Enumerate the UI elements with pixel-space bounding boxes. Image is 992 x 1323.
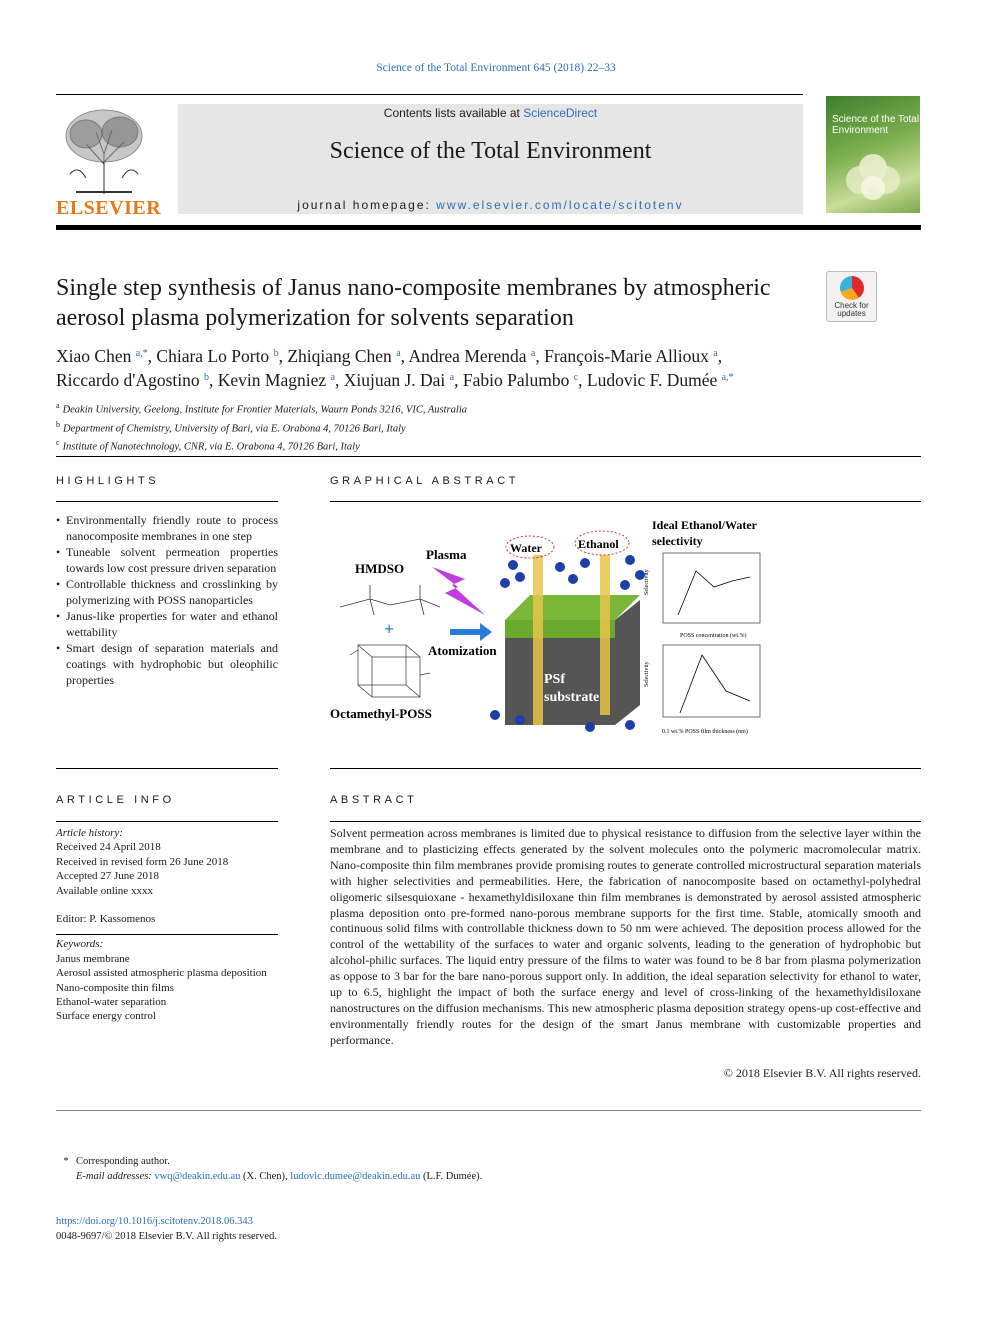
- abstract-rule: [330, 821, 921, 822]
- affiliations: [56, 399, 856, 455]
- article-info-heading: ARTICLE INFO: [56, 794, 175, 806]
- highlight-item: • Janus-like properties for water and ethanol wettability: [56, 608, 278, 640]
- keywords-rule: [56, 934, 278, 935]
- affiliation: $^b$ Department of Chemistry, University of Bari, via E. Orabona 4, 70126 Bari, Italy: [56, 419, 406, 434]
- check-for-updates-button[interactable]: Check for updates: [826, 271, 877, 322]
- author[interactable]: Zhiqiang Chen $^a$: [287, 346, 401, 366]
- keyword: Ethanol-water separation: [56, 996, 167, 1009]
- cover-flower-icon: [843, 148, 903, 203]
- journal-banner: [178, 104, 803, 214]
- author[interactable]: François-Marie Allioux $^a$: [544, 346, 718, 366]
- keyword: Surface energy control: [56, 1010, 156, 1023]
- plus-icon: +: [384, 619, 395, 639]
- author[interactable]: Riccardo d'Agostino $^b$: [56, 370, 209, 390]
- svg-text:0.1 wt.% POSS film thickness (: 0.1 wt.% POSS film thickness (nm): [662, 729, 748, 735]
- keyword: Janus membrane: [56, 952, 130, 965]
- crossmark-icon: [840, 276, 864, 300]
- footer-rule: [56, 1110, 921, 1111]
- octamethyl-poss-label: Octamethyl-POSS: [330, 706, 432, 721]
- cover-title: Science of the Total Environment: [832, 114, 920, 136]
- issn: 0048-9697/© 2018 Elsevier B.V. All rights reserved.: [56, 1231, 277, 1242]
- plasma-label: Plasma: [426, 547, 467, 562]
- history-item: Accepted 27 June 2018: [56, 870, 159, 883]
- abstract-text: Solvent permeation across membranes is limited due to physical resistance to diffusion from the selective layer within the membrane and to plasticizing effects generated by the solvent molecules onto the polymeric macromolecular matrix. Nano-composite thin film membranes provide promising routes to generate controlled microstructural separation materials with higher selectivities and permeabilities. Here, the fabrication of nanocomposite based on octamethyl-polyhedral oligomeric silsesquioxane - hexamethyldisiloxane thin film membranes is demonstrated by aerosol assisted atmospheric plasma deposition onto pre-formed nano-porous membrane supports for the first time. Stable, atomically smooth and continuous solid films with controllable thickness down to 50 nm were achieved. The deposition process allowed for the control of the wettability of the surfaces to water and organic solvents, leading to the generation of hydrophobic but alcohol-philic surfaces. The liquid entry pressure of the films to water was found to be 8 bar from plasma polymerization as oppose to 3 bar for the bare nano-porous support only. In addition, the ideal separation selectivity for ethanol to water, up to 6.5, highlight the impact of both the surface energy and level of cross-linking of the hexamethyldisiloxane nanostructures on the diffusion mechanisms. This new atmospheric plasma deposition strategy opens-up cost-effective and environmentally friendly routes for the design of the smart Janus membrane with customizable properties and performance.: [330, 826, 921, 1047]
- selectivity-plot-1: [644, 553, 760, 639]
- highlight-item: • Environmentally friendly route to process nanocomposite membranes in one step: [56, 512, 278, 544]
- hmdso-molecule: [340, 585, 440, 615]
- substrate-label: substrate: [544, 690, 600, 705]
- svg-text:Selectivity: Selectivity: [644, 661, 650, 687]
- keyword: Aerosol assisted atmospheric plasma deposition: [56, 967, 267, 980]
- header-thick-rule: [56, 225, 921, 230]
- contents-lists: Contents lists available at ScienceDirect: [383, 106, 598, 120]
- elsevier-tree-icon: [56, 104, 152, 196]
- keyword: Nano-composite thin films: [56, 981, 174, 994]
- email-link[interactable]: vwq@deakin.edu.au: [154, 1171, 241, 1182]
- atomization-label: Atomization: [428, 643, 497, 658]
- history-label: Article history:: [56, 827, 123, 839]
- graphical-abstract-figure[interactable]: [330, 515, 920, 740]
- journal-cover[interactable]: [826, 96, 920, 213]
- author[interactable]: Chiara Lo Porto $^b$: [156, 346, 279, 366]
- ethanol-label: Ethanol: [578, 537, 619, 551]
- history-item: Available online xxxx: [56, 884, 153, 897]
- journal-citation[interactable]: Science of the Total Environment 645 (2018) 22–33: [376, 62, 616, 74]
- header-rule: [56, 94, 803, 95]
- graphical-abstract-heading: GRAPHICAL ABSTRACT: [330, 475, 520, 487]
- ideal-selectivity-title: Ideal Ethanol/Water: [652, 518, 758, 532]
- poss-molecule: [350, 645, 430, 697]
- water-label: Water: [510, 541, 542, 555]
- article-info: [56, 826, 278, 1024]
- highlights-heading: HIGHLIGHTS: [56, 475, 160, 487]
- editor: Editor: P. Kassomenos: [56, 913, 156, 926]
- affiliation: $^a$ Deakin University, Geelong, Institute for Frontier Materials, Waurn Ponds 3216, VIC, Australia: [56, 401, 467, 416]
- journal-homepage: journal homepage: www.elsevier.com/locate/scitotenv: [297, 198, 684, 212]
- keywords-label: Keywords:: [56, 938, 104, 951]
- journal-title: Science of the Total Environment: [329, 138, 652, 164]
- author[interactable]: Andrea Merenda $^a$: [408, 346, 536, 366]
- author[interactable]: Ludovic F. Dumée $^{a,*}$: [586, 370, 734, 390]
- svg-text:Selectivity: Selectivity: [644, 569, 650, 595]
- corresponding-footnote: * Corresponding author. E-mail addresses: vwq@deakin.edu.au (X. Chen), ludovic.dumee@deakin.edu.au (L.F. Dumée).: [63, 1156, 483, 1182]
- arrow-right-icon: [450, 623, 492, 641]
- selectivity-plot-2: [644, 645, 760, 735]
- article-title: Single step synthesis of Janus nano-composite membranes by atmospheric aerosol plasma polymerization for solvents separation: [56, 275, 771, 331]
- highlights-rule: [56, 501, 278, 502]
- highlights-end-rule: [56, 768, 278, 769]
- graphical-abstract-end-rule: [330, 768, 921, 769]
- highlight-item: • Tuneable solvent permeation properties towards low cost pressure driven separation: [56, 544, 278, 576]
- psf-label: PSf: [544, 672, 565, 687]
- doi-block: [56, 1214, 556, 1244]
- email-link[interactable]: ludovic.dumee@deakin.edu.au: [290, 1171, 421, 1182]
- plasma-bolt-icon: [432, 567, 485, 615]
- highlights-list: [56, 512, 278, 688]
- copyright: © 2018 Elsevier B.V. All rights reserved.: [723, 1066, 921, 1080]
- author[interactable]: Kevin Magniez $^a$: [217, 370, 335, 390]
- author[interactable]: Xiao Chen $^{a,*}$: [56, 346, 148, 366]
- sciencedirect-link[interactable]: ScienceDirect: [523, 106, 598, 120]
- author[interactable]: Xiujuan J. Dai $^a$: [343, 370, 455, 390]
- highlight-item: • Controllable thickness and crosslinking by polymerizing with POSS nanoparticles: [56, 576, 278, 608]
- history-item: Received 24 April 2018: [56, 841, 161, 854]
- affiliation: $^c$ Institute of Nanotechnology, CNR, via E. Orabona 4, 70126 Bari, Italy: [56, 438, 360, 453]
- ideal-selectivity-title-2: selectivity: [652, 534, 703, 548]
- elsevier-logo[interactable]: ELSEVIER: [56, 104, 156, 214]
- author[interactable]: Fabio Palumbo $^c$: [462, 370, 579, 390]
- graphical-abstract-rule: [330, 501, 921, 502]
- highlight-item: • Smart design of separation materials and coatings with hydrophobic but oleophilic properties: [56, 640, 278, 688]
- author-list: Xiao Chen $^{a,*}$, Chiara Lo Porto $^b$, Zhiqiang Chen $^a$, Andrea Merenda $^a$, François-Marie Allioux $^a$, Riccardo d'Agostino $^b$, Kevin Magniez $^a$, Xiujuan J. Dai $^a$, Fabio Palumbo $^c$, Ludovic F. Dumée $^{a,*}$: [56, 346, 734, 390]
- section-rule: [56, 456, 921, 457]
- hmdso-label: HMDSO: [355, 561, 405, 576]
- homepage-link[interactable]: www.elsevier.com/locate/scitotenv: [436, 198, 684, 212]
- article-info-rule: [56, 821, 278, 822]
- history-item: Received in revised form 26 June 2018: [56, 855, 229, 868]
- abstract-heading: ABSTRACT: [330, 794, 418, 806]
- svg-text:POSS concentration (wt.%): POSS concentration (wt.%): [680, 633, 747, 639]
- doi-link[interactable]: https://doi.org/10.1016/j.scitotenv.2018.06.343: [56, 1216, 253, 1227]
